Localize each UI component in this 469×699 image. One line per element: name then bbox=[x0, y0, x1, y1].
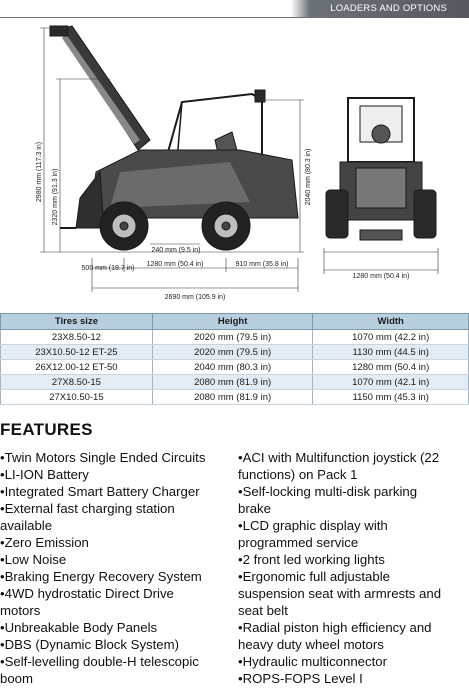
dim-rear-overhang: 910 mm (35.8 in) bbox=[235, 261, 289, 268]
table-row bbox=[1, 360, 469, 375]
dim-cab-height: 2320 mm (91.3 in) bbox=[52, 168, 59, 226]
feature-item: •Ergonomic full adjustable bbox=[238, 569, 390, 584]
feature-item: •4WD hydrostatic Direct Drive bbox=[0, 586, 174, 601]
feature-item: •Braking Energy Recovery System bbox=[0, 569, 202, 584]
col-header-tires: Tires size bbox=[1, 314, 153, 330]
feature-item: •ACI with Multifunction joystick (22 bbox=[238, 450, 440, 465]
feature-item: •ROPS-FOPS Level I bbox=[238, 671, 363, 686]
feature-item: •Integrated Smart Battery Charger bbox=[0, 484, 200, 499]
feature-item: •Low Noise bbox=[0, 552, 67, 567]
dim-overall-length: 2690 mm (105.9 in) bbox=[164, 294, 226, 301]
feature-item: •Self-locking multi-disk parking bbox=[238, 484, 418, 499]
header-bar bbox=[0, 0, 469, 18]
feature-item: suspension seat with armrests and bbox=[238, 586, 442, 601]
col-header-width: Width bbox=[313, 314, 469, 330]
feature-item: motors bbox=[0, 603, 41, 618]
cell-height: 2080 mm (81.9 in) bbox=[152, 390, 313, 405]
features-list-right bbox=[238, 449, 469, 687]
front-view-loader bbox=[326, 98, 436, 240]
table-row bbox=[1, 375, 469, 390]
feature-item: brake bbox=[238, 501, 271, 516]
section-title: LOADERS AND OPTIONS bbox=[330, 3, 447, 14]
front-wheel-side bbox=[100, 202, 148, 250]
cell-tire: 26X12.00-12 ET-50 bbox=[1, 360, 153, 375]
feature-item: •Twin Motors Single Ended Circuits bbox=[0, 450, 206, 465]
cell-height: 2020 mm (79.5 in) bbox=[152, 345, 313, 360]
feature-item: •LI-ION Battery bbox=[0, 467, 89, 482]
cell-width: 1150 mm (45.3 in) bbox=[313, 390, 469, 405]
feature-item: seat belt bbox=[238, 603, 288, 618]
table-row bbox=[1, 330, 469, 345]
feature-item: •External fast charging station bbox=[0, 501, 175, 516]
features-list-left bbox=[0, 449, 236, 687]
table-row bbox=[1, 390, 469, 405]
feature-item: boom bbox=[0, 671, 33, 686]
feature-item: •Hydraulic multiconnector bbox=[238, 654, 388, 669]
cell-height: 2040 mm (80.3 in) bbox=[152, 360, 313, 375]
cell-tire: 23X8.50-12 bbox=[1, 330, 153, 345]
feature-item: •Unbreakable Body Panels bbox=[0, 620, 158, 635]
dim-overall-height: 2980 mm (117.3 in) bbox=[36, 141, 43, 203]
feature-item: programmed service bbox=[238, 535, 359, 550]
rear-wheel-side bbox=[202, 202, 250, 250]
cell-width: 1070 mm (42.1 in) bbox=[313, 375, 469, 390]
cell-tire: 23X10.50-12 ET-25 bbox=[1, 345, 153, 360]
cell-tire: 27X10.50-15 bbox=[1, 390, 153, 405]
dim-wheelbase: 1280 mm (50.4 in) bbox=[146, 261, 204, 268]
cell-height: 2020 mm (79.5 in) bbox=[152, 330, 313, 345]
cell-height: 2080 mm (81.9 in) bbox=[152, 375, 313, 390]
tire-size-table bbox=[0, 313, 469, 405]
dim-front-width: 1280 mm (50.4 in) bbox=[352, 273, 410, 280]
cell-width: 1280 mm (50.4 in) bbox=[313, 360, 469, 375]
col-header-height: Height bbox=[152, 314, 313, 330]
table-row bbox=[1, 345, 469, 360]
cell-width: 1070 mm (42.2 in) bbox=[313, 330, 469, 345]
header-rule bbox=[0, 17, 310, 18]
dim-front-overhang-val: 500 mm (19.7 in) bbox=[81, 265, 135, 272]
feature-item: •2 front led working lights bbox=[238, 552, 385, 567]
feature-item: •Radial piston high efficiency and bbox=[238, 620, 432, 635]
technical-drawing bbox=[0, 22, 469, 310]
table-header-row bbox=[1, 314, 469, 330]
dim-ground-clearance: 240 mm (9.5 in) bbox=[151, 247, 201, 254]
feature-item: available bbox=[0, 518, 53, 533]
side-view-loader bbox=[50, 26, 298, 250]
dim-front-overhang bbox=[82, 265, 135, 272]
feature-item: functions) on Pack 1 bbox=[238, 467, 358, 482]
cell-width: 1130 mm (44.5 in) bbox=[313, 345, 469, 360]
feature-item: •Self-levelling double-H telescopic bbox=[0, 654, 199, 669]
feature-item: •DBS (Dynamic Block System) bbox=[0, 637, 180, 652]
feature-item: •Zero Emission bbox=[0, 535, 89, 550]
feature-item: •LCD graphic display with bbox=[238, 518, 388, 533]
dim-side-height: 2040 mm (80.3 in) bbox=[305, 148, 312, 206]
cell-tire: 27X8.50-15 bbox=[1, 375, 153, 390]
features-heading: FEATURES bbox=[0, 420, 93, 439]
feature-item: heavy duty wheel motors bbox=[238, 637, 384, 652]
